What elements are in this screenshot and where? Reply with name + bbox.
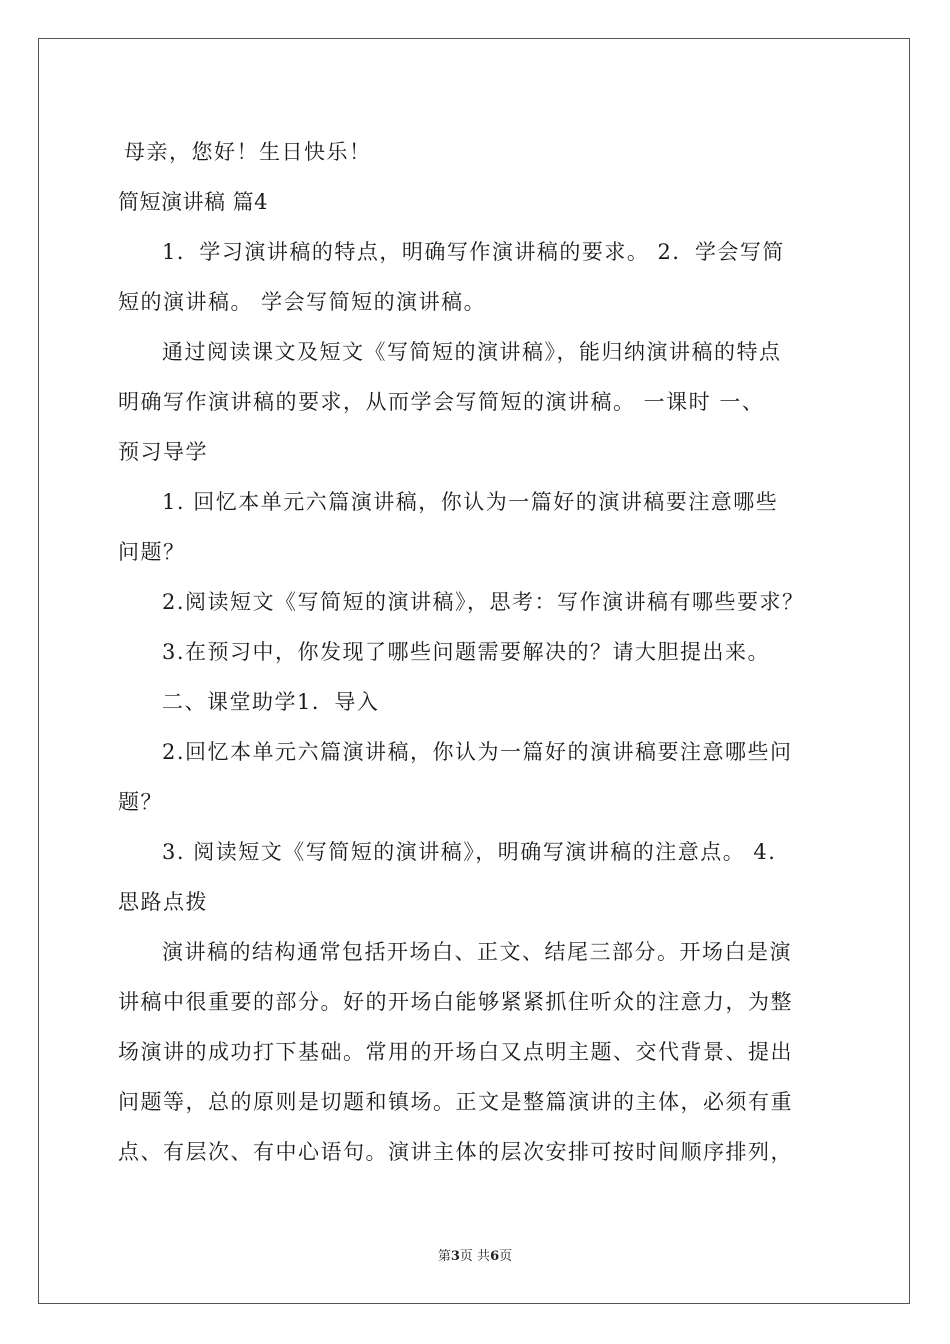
paragraph-line: 1．学习演讲稿的特点，明确写作演讲稿的要求。 2．学会写简: [162, 240, 785, 264]
total-pages: 6: [490, 1249, 500, 1264]
paragraph-line: 讲稿中很重要的部分。好的开场白能够紧紧抓住听众的注意力，为整: [118, 990, 793, 1014]
paragraph-line: 1. 回忆本单元六篇演讲稿，你认为一篇好的演讲稿要注意哪些: [162, 490, 779, 514]
paragraph-line: 二、课堂助学1．导入: [162, 690, 380, 714]
paragraph-line: 3.在预习中，你发现了哪些问题需要解决的？请大胆提出来。: [162, 640, 771, 664]
paragraph-line: 短的演讲稿。 学会写简短的演讲稿。: [118, 290, 487, 314]
paragraph-line: 演讲稿的结构通常包括开场白、正文、结尾三部分。开场白是演: [162, 940, 792, 964]
paragraph-line: 思路点拨: [118, 890, 208, 914]
footer-mid: 页 共: [459, 1249, 491, 1264]
footer-suffix: 页: [499, 1249, 513, 1264]
paragraph-line: 问题？: [118, 540, 186, 564]
paragraph-line: 明确写作演讲稿的要求，从而学会写简短的演讲稿。 一课时 一、: [118, 390, 765, 414]
paragraph-line: 点、有层次、有中心语句。演讲主体的层次安排可按时间顺序排列，: [118, 1140, 793, 1164]
paragraph-line: 2.回忆本单元六篇演讲稿，你认为一篇好的演讲稿要注意哪些问: [162, 740, 793, 764]
paragraph-line: 通过阅读课文及短文《写简短的演讲稿》，能归纳演讲稿的特点: [162, 340, 782, 364]
footer-prefix: 第: [437, 1249, 451, 1264]
paragraph-line: 3. 阅读短文《写简短的演讲稿》，明确写演讲稿的注意点。 4.: [162, 840, 777, 864]
page-footer: [0, 1245, 950, 1264]
paragraph-line: 题？: [118, 790, 163, 814]
section-heading: 简短演讲稿 篇4: [118, 190, 269, 214]
page-number: 3: [450, 1249, 460, 1264]
document-body: [118, 127, 838, 1177]
paragraph-line: 2.阅读短文《写简短的演讲稿》，思考：写作演讲稿有哪些要求？: [162, 590, 805, 614]
paragraph-line: 场演讲的成功打下基础。常用的开场白又点明主题、交代背景、提出: [118, 1040, 793, 1064]
paragraph-line: 预习导学: [118, 440, 208, 464]
greeting-line: 母亲，您好！生日快乐！: [124, 140, 372, 164]
paragraph-line: 问题等，总的原则是切题和镇场。正文是整篇演讲的主体，必须有重: [118, 1090, 793, 1114]
